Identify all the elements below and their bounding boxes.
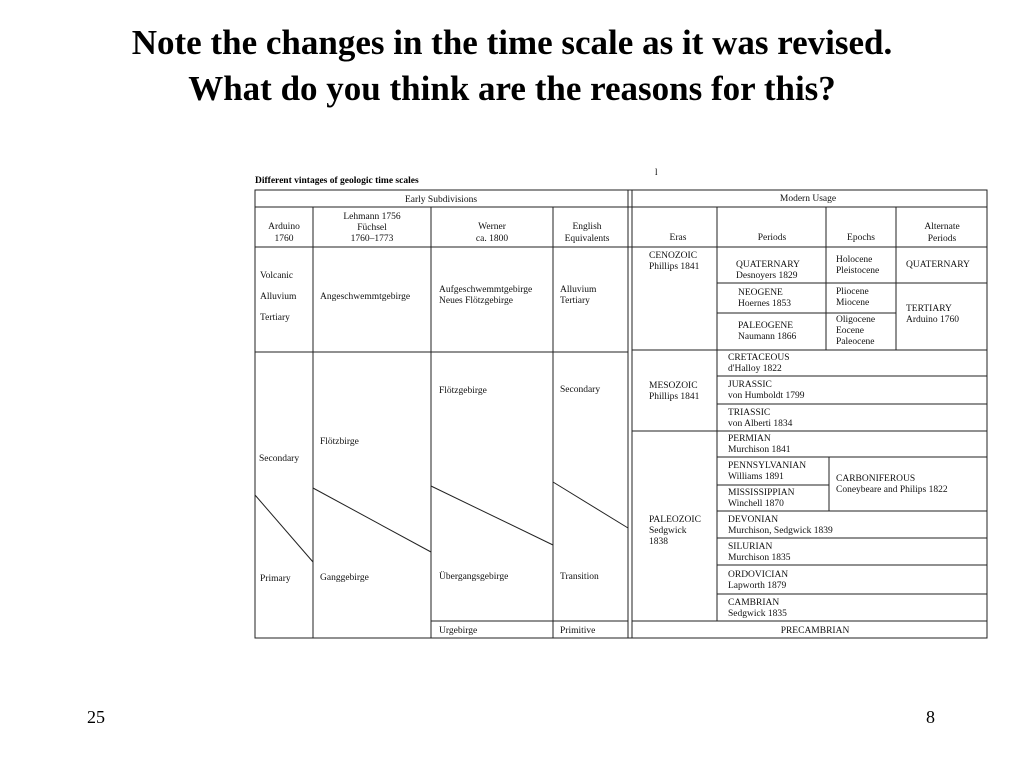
english-tertiary: Tertiary [560, 296, 590, 306]
werner-urgebirge: Urgebirge [439, 626, 478, 636]
col-english-line1: English [572, 222, 602, 232]
page-number-left: 25 [87, 707, 105, 727]
corner-mark: l [655, 167, 658, 177]
col-english-line2: Equivalents [564, 234, 610, 244]
period-paleogene-author: Naumann 1866 [738, 332, 797, 342]
period-mississippian-name: MISSISSIPPIAN [728, 488, 795, 498]
col-werner-line1: Werner [478, 222, 506, 232]
era-cenozoic-author: Phillips 1841 [649, 262, 700, 272]
alternate-tertiary-name: TERTIARY [906, 304, 952, 314]
english-transition: Transition [560, 572, 599, 582]
modern-usage-header: Modern Usage [779, 194, 837, 204]
werner-neues-flotzgebirge: Neues Flötzgebirge [439, 296, 513, 306]
alternate-tertiary-author: Arduino 1760 [906, 315, 960, 325]
period-devonian-name: DEVONIAN [728, 515, 779, 525]
period-ordovician-name: ORDOVICIAN [728, 570, 789, 580]
period-cambrian-author: Sedgwick 1835 [728, 609, 787, 619]
epoch-holocene: Holocene [836, 255, 873, 265]
period-quaternary-name: QUATERNARY [736, 260, 800, 270]
arduino-tertiary: Tertiary [260, 313, 290, 323]
epoch-pleistocene: Pleistocene [836, 266, 880, 276]
period-permian-name: PERMIAN [728, 434, 771, 444]
period-jurassic-author: von Humboldt 1799 [728, 391, 805, 401]
period-pennsylvanian-author: Williams 1891 [728, 472, 784, 482]
col-werner-line2: ca. 1800 [475, 234, 509, 244]
english-secondary: Secondary [560, 385, 601, 395]
arduino-alluvium: Alluvium [260, 292, 297, 302]
period-neogene-name: NEOGENE [738, 288, 783, 298]
period-devonian-author: Murchison, Sedgwick 1839 [728, 526, 833, 536]
col-arduino-line1: Arduino [268, 222, 300, 232]
era-paleozoic-year: 1838 [649, 537, 668, 547]
period-cambrian-name: CAMBRIAN [728, 598, 780, 608]
col-lehmann-line3: 1760–1773 [350, 234, 394, 244]
epoch-oligocene: Oligocene [836, 315, 876, 325]
table-frame [255, 190, 987, 638]
era-paleozoic-author: Sedgwick [649, 526, 687, 536]
figure-caption: Different vintages of geologic time scales [255, 176, 419, 186]
arduino-primary: Primary [260, 574, 291, 584]
col-epochs: Epochs [847, 233, 875, 243]
werner-aufgeschwemmtgebirge: Aufgeschwemmtgebirge [439, 285, 533, 295]
col-lehmann-line1: Lehmann 1756 [343, 212, 401, 222]
alternate-carboniferous-name: CARBONIFEROUS [836, 474, 916, 484]
period-silurian-author: Murchison 1835 [728, 553, 791, 563]
era-mesozoic-name: MESOZOIC [649, 381, 698, 391]
period-cretaceous-author: d'Halloy 1822 [728, 364, 782, 374]
col-lehmann-line2: Füchsel [357, 223, 387, 233]
period-permian-author: Murchison 1841 [728, 445, 791, 455]
period-silurian-name: SILURIAN [728, 542, 773, 552]
alternate-carboniferous-author: Coneybeare and Philips 1822 [836, 485, 948, 495]
era-mesozoic-author: Phillips 1841 [649, 392, 700, 402]
lehmann-ganggebirge: Ganggebirge [320, 573, 369, 583]
period-neogene-author: Hoernes 1853 [738, 299, 792, 309]
epoch-pliocene: Pliocene [836, 287, 869, 297]
col-eras: Eras [669, 233, 687, 243]
col-periods: Periods [757, 233, 787, 243]
period-quaternary-author: Desnoyers 1829 [736, 271, 798, 281]
period-pennsylvanian-name: PENNSYLVANIAN [728, 461, 807, 471]
epoch-paleocene: Paleocene [836, 337, 875, 347]
era-cenozoic-name: CENOZOIC [649, 251, 698, 261]
english-alluvium: Alluvium [560, 285, 597, 295]
lehmann-flotzbirge: Flötzbirge [320, 437, 359, 447]
slide-title-line-1: Note the changes in the time scale as it was revised. [131, 23, 893, 62]
col-arduino-line2: 1760 [274, 234, 294, 244]
col-alternate-line1: Alternate [924, 222, 960, 232]
period-precambrian: PRECAMBRIAN [780, 626, 850, 636]
period-paleogene-name: PALEOGENE [738, 321, 794, 331]
page-number-right: 8 [926, 707, 935, 727]
english-primitive: Primitive [560, 626, 596, 636]
period-cretaceous-name: CRETACEOUS [728, 353, 790, 363]
alternate-quaternary: QUATERNARY [906, 260, 970, 270]
werner-ubergangsgebirge: Übergangsgebirge [439, 572, 509, 582]
period-ordovician-author: Lapworth 1879 [728, 581, 787, 591]
epoch-miocene: Miocene [836, 298, 870, 308]
arduino-volcanic: Volcanic [260, 271, 294, 281]
slide-title-line-2: What do you think are the reasons for this? [188, 69, 836, 108]
early-subdivisions-header: Early Subdivisions [404, 195, 478, 205]
era-paleozoic-name: PALEOZOIC [649, 515, 701, 525]
period-jurassic-name: JURASSIC [728, 380, 772, 390]
period-triassic-name: TRIASSIC [728, 408, 771, 418]
arduino-secondary: Secondary [259, 454, 300, 464]
period-mississippian-author: Winchell 1870 [728, 499, 784, 509]
epoch-eocene: Eocene [836, 326, 864, 336]
lehmann-angeschwemmtgebirge: Angeschwemmtgebirge [320, 292, 411, 302]
werner-flotzgebirge: Flötzgebirge [439, 386, 487, 396]
period-triassic-author: von Alberti 1834 [728, 419, 793, 429]
col-alternate-line2: Periods [927, 234, 957, 244]
